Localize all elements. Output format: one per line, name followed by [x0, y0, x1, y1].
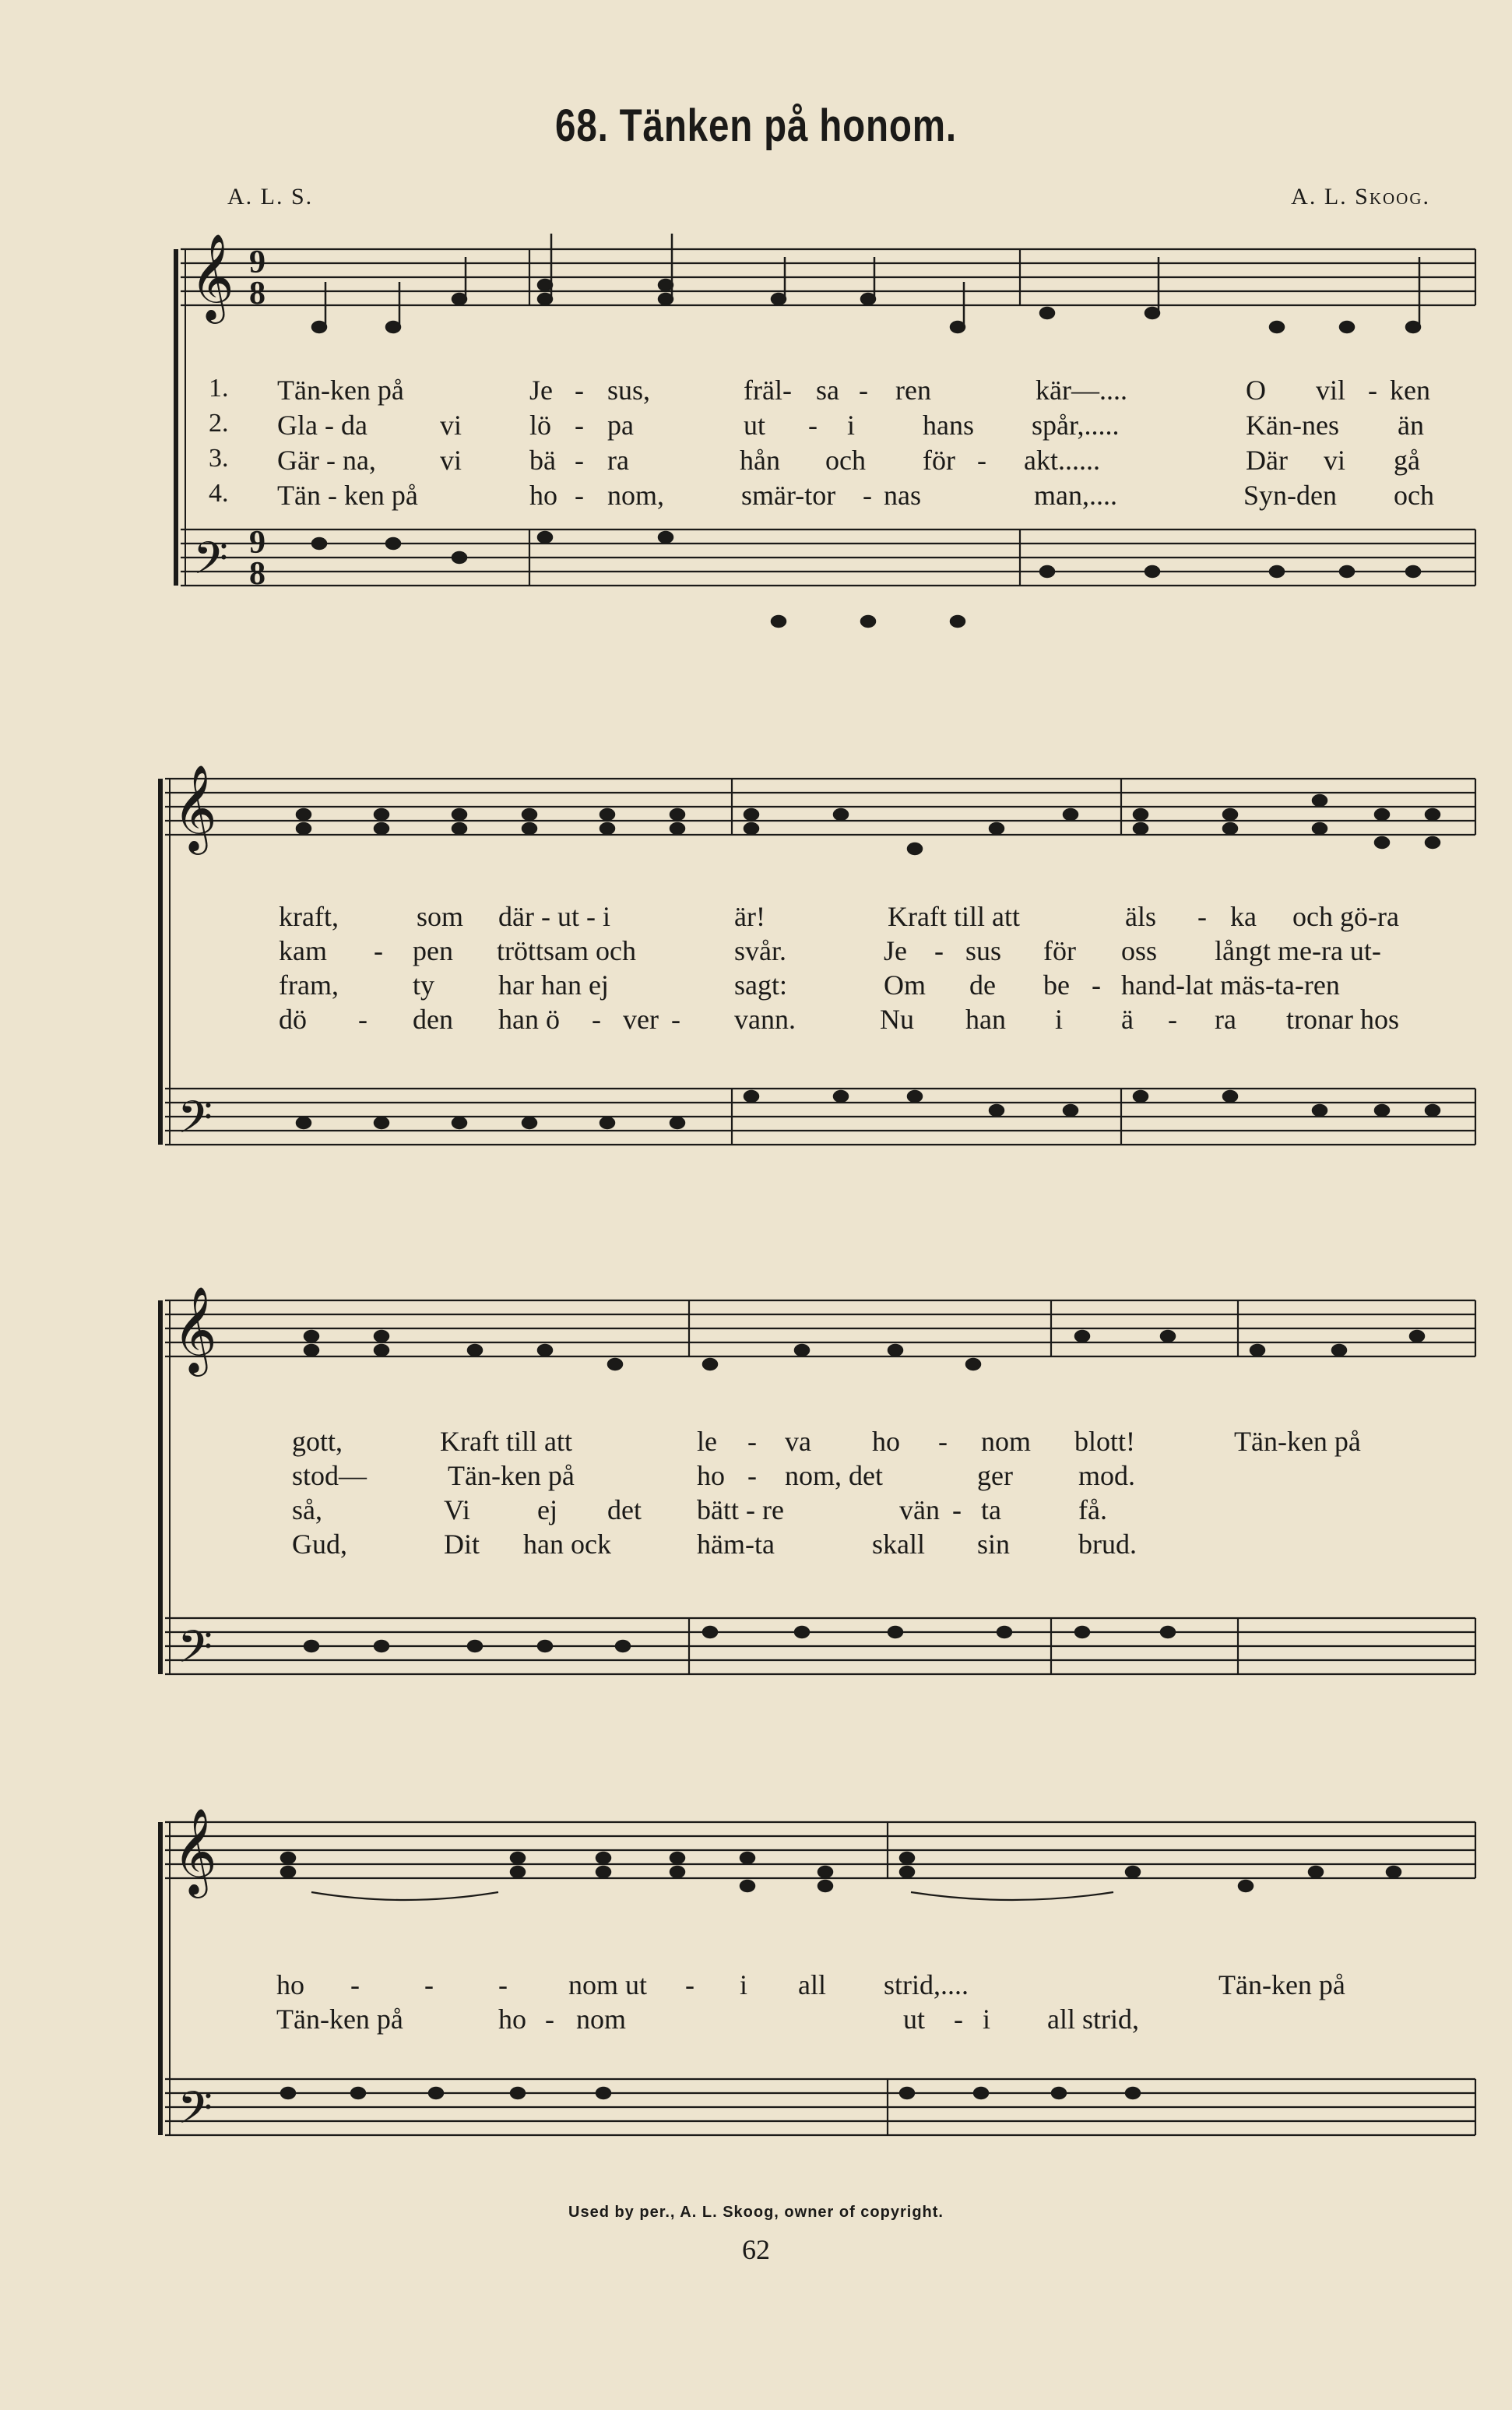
- lyric-syllable: -: [1168, 1004, 1177, 1035]
- lyric-syllable: kraft,: [279, 901, 339, 932]
- lyric-syllable: för: [1043, 935, 1076, 966]
- lyric-syllable: ä: [1121, 1004, 1134, 1035]
- lyric-syllable: han ock: [523, 1529, 611, 1560]
- lyric-syllable: bä: [529, 445, 556, 476]
- lyric-syllable: så,: [292, 1494, 322, 1525]
- lyric-syllable: Tän-ken på: [448, 1460, 575, 1491]
- lyric-syllable: den: [413, 1004, 453, 1035]
- lyric-syllable: bätt - re: [697, 1494, 784, 1525]
- lyric-syllable: ger: [977, 1460, 1013, 1491]
- lyric-syllable: -: [954, 2004, 963, 2035]
- lyric-syllable: Nu: [880, 1004, 914, 1035]
- lyric-syllable: i: [740, 1969, 748, 2000]
- verse-number: 1.: [209, 374, 229, 403]
- lyric-syllable: be: [1043, 969, 1070, 1001]
- lyric-syllable: som: [417, 901, 464, 932]
- lyric-syllable: ken: [1390, 375, 1430, 406]
- lyric-syllable: ho: [498, 2004, 526, 2035]
- lyric-syllable: pen: [413, 935, 453, 966]
- lyric-syllable: all: [798, 1969, 826, 2000]
- lyric-syllable: ho: [276, 1969, 304, 2000]
- lyric-syllable: vann.: [734, 1004, 796, 1035]
- lyric-syllable: äls: [1125, 901, 1156, 932]
- lyric-syllable: sus: [965, 935, 1002, 966]
- verse-number: 4.: [209, 479, 229, 508]
- lyric-syllable: -: [671, 1004, 680, 1035]
- lyric-syllable: kam: [279, 935, 327, 966]
- lyric-syllable: nom: [576, 2004, 627, 2035]
- lyric-syllable: -: [575, 410, 584, 441]
- lyric-syllable: Tän-ken på: [276, 2004, 403, 2035]
- svg-text:𝄢: 𝄢: [178, 1091, 213, 1155]
- lyric-syllable: svår.: [734, 935, 786, 966]
- lyric-syllable: -: [575, 375, 584, 406]
- lyric-syllable: nom ut: [568, 1969, 648, 2000]
- svg-text:9: 9: [249, 525, 265, 561]
- lyric-syllable: och: [825, 445, 866, 476]
- lyric-syllable: -: [498, 1969, 508, 2000]
- lyric-syllable: -: [863, 480, 872, 511]
- lyric-syllable: fräl-: [744, 375, 792, 406]
- lyric-syllable: det: [607, 1494, 642, 1525]
- lyric-syllable: vi: [440, 410, 462, 441]
- lyric-syllable: -: [938, 1426, 948, 1457]
- verse-number: 2.: [209, 409, 229, 438]
- lyric-syllable: lö: [529, 410, 552, 441]
- lyric-syllable: -: [575, 480, 584, 511]
- lyric-syllable: för: [923, 445, 955, 476]
- lyric-syllable: Kän-nes: [1246, 410, 1339, 441]
- page-number: 62: [742, 2234, 770, 2265]
- music-system-3: [0, 1269, 1512, 1705]
- lyric-syllable: -: [1197, 901, 1207, 932]
- svg-text:𝄞: 𝄞: [173, 1807, 217, 1895]
- lyric-syllable: ra: [607, 445, 629, 476]
- lyric-syllable: vi: [440, 445, 462, 476]
- lyric-syllable: ra: [1215, 1004, 1236, 1035]
- lyric-syllable: -: [859, 375, 868, 406]
- lyric-syllable: vi: [1324, 445, 1346, 476]
- lyric-syllable: -: [592, 1004, 601, 1035]
- lyric-syllable: Om: [884, 969, 926, 1001]
- lyric-syllable: de: [969, 969, 996, 1001]
- lyric-syllable: Där: [1246, 445, 1288, 476]
- svg-text:𝄢: 𝄢: [178, 2081, 213, 2145]
- lyric-syllable: ut: [744, 410, 766, 441]
- lyric-syllable: vil: [1316, 375, 1346, 406]
- lyric-syllable: brud.: [1078, 1529, 1137, 1560]
- lyric-syllable: stod—: [292, 1460, 367, 1491]
- lyric-syllable: i: [983, 2004, 991, 2035]
- lyric-syllable: nom: [981, 1426, 1032, 1457]
- lyric-syllable: fram,: [279, 969, 339, 1001]
- lyric-syllable: ver: [623, 1004, 659, 1035]
- lyric-syllable: nom,: [607, 480, 665, 511]
- lyric-syllable: -: [575, 445, 584, 476]
- lyric-syllable: kär—....: [1036, 375, 1127, 406]
- lyric-syllable: smär-tor: [741, 480, 836, 511]
- lyric-syllable: än: [1398, 410, 1424, 441]
- lyric-syllable: sa: [816, 375, 839, 406]
- lyric-syllable: vän: [899, 1494, 940, 1525]
- lyric-syllable: sin: [977, 1529, 1011, 1560]
- lyric-syllable: Syn-den: [1243, 480, 1337, 511]
- svg-text:8: 8: [249, 556, 265, 592]
- hymn-number: 68.: [555, 100, 609, 151]
- lyric-syllable: akt......: [1024, 445, 1100, 476]
- lyric-syllable: gott,: [292, 1426, 343, 1457]
- lyric-syllable: Tän-ken på: [277, 375, 404, 406]
- lyric-syllable: -: [374, 935, 383, 966]
- lyric-syllable: le: [697, 1426, 717, 1457]
- lyric-syllable: och gö-ra: [1292, 901, 1399, 932]
- music-system-1: [0, 234, 1512, 670]
- lyric-syllable: är!: [734, 901, 765, 932]
- lyric-syllable: tronar hos: [1286, 1004, 1399, 1035]
- lyric-syllable: Dit: [444, 1529, 480, 1560]
- lyric-syllable: gå: [1394, 445, 1420, 476]
- lyric-syllable: -: [685, 1969, 694, 2000]
- lyric-syllable: ka: [1230, 901, 1257, 932]
- svg-text:𝄢: 𝄢: [178, 1620, 213, 1684]
- lyricist-credit: A. L. S.: [227, 184, 314, 209]
- lyric-syllable: mod.: [1078, 1460, 1136, 1491]
- lyric-syllable: spår,.....: [1032, 410, 1120, 441]
- lyric-syllable: sus,: [607, 375, 651, 406]
- lyric-syllable: Gär - na,: [277, 445, 376, 476]
- lyric-syllable: Vi: [444, 1494, 470, 1525]
- lyric-syllable: Tän - ken på: [277, 480, 418, 511]
- lyric-syllable: Tän-ken på: [1234, 1426, 1361, 1457]
- hymn-title: [136, 100, 1376, 152]
- lyric-syllable: ty: [413, 969, 435, 1001]
- lyric-syllable: hån: [740, 445, 780, 476]
- lyric-syllable: va: [785, 1426, 811, 1457]
- lyric-syllable: -: [808, 410, 818, 441]
- lyric-syllable: ej: [537, 1494, 557, 1525]
- lyric-syllable: nas: [884, 480, 921, 511]
- lyric-syllable: tröttsam och: [497, 935, 636, 966]
- lyric-syllable: skall: [872, 1529, 925, 1560]
- lyric-syllable: -: [1092, 969, 1101, 1001]
- lyric-syllable: ta: [981, 1494, 1001, 1525]
- lyric-syllable: han: [965, 1004, 1006, 1035]
- lyric-syllable: dö: [279, 1004, 307, 1035]
- lyric-syllable: -: [424, 1969, 434, 2000]
- lyric-syllable: långt me-ra ut-: [1215, 935, 1381, 966]
- lyric-syllable: -: [358, 1004, 367, 1035]
- lyric-syllable: har han ej: [498, 969, 609, 1001]
- lyric-syllable: hand-lat mäs-ta-ren: [1121, 969, 1340, 1001]
- music-system-2: [0, 748, 1512, 1184]
- lyric-syllable: -: [934, 935, 944, 966]
- lyric-syllable: i: [847, 410, 856, 441]
- lyric-syllable: Gud,: [292, 1529, 347, 1560]
- svg-text:𝄞: 𝄞: [173, 764, 217, 851]
- music-system-4: [0, 1791, 1512, 2165]
- svg-text:8: 8: [249, 276, 265, 311]
- lyric-syllable: ho: [697, 1460, 725, 1491]
- lyric-syllable: ho: [529, 480, 557, 511]
- lyric-syllable: Tän-ken på: [1218, 1969, 1345, 2000]
- lyric-syllable: ho: [872, 1426, 900, 1457]
- verse-number: 3.: [209, 444, 229, 473]
- lyric-syllable: Gla - da: [277, 410, 367, 441]
- lyric-syllable: ren: [895, 375, 931, 406]
- composer-credit: A. L. Skoog.: [1291, 184, 1430, 209]
- lyric-syllable: Je: [529, 375, 553, 406]
- lyric-syllable: O: [1246, 375, 1266, 406]
- copyright-notice: Used by per., A. L. Skoog, owner of copyright.: [568, 2204, 944, 2221]
- lyric-syllable: hans: [923, 410, 974, 441]
- lyric-syllable: blott!: [1074, 1426, 1135, 1457]
- lyric-syllable: -: [545, 2004, 554, 2035]
- lyric-syllable: -: [747, 1460, 757, 1491]
- lyric-syllable: Je: [884, 935, 907, 966]
- lyric-syllable: -: [952, 1494, 962, 1525]
- svg-text:𝄢: 𝄢: [193, 532, 229, 596]
- hymn-title-text: Tänken på honom.: [619, 100, 957, 151]
- lyric-syllable: man,....: [1034, 480, 1117, 511]
- lyric-syllable: -: [747, 1426, 757, 1457]
- lyric-syllable: i: [1055, 1004, 1064, 1035]
- lyric-syllable: häm-ta: [697, 1529, 775, 1560]
- lyric-syllable: nom, det: [785, 1460, 883, 1491]
- lyric-syllable: Kraft till att: [440, 1426, 572, 1457]
- lyric-syllable: och: [1394, 480, 1434, 511]
- lyric-syllable: -: [1368, 375, 1377, 406]
- lyric-syllable: han ö: [498, 1004, 560, 1035]
- lyric-syllable: -: [350, 1969, 360, 2000]
- svg-text:𝄞: 𝄞: [190, 234, 234, 320]
- lyric-syllable: få.: [1078, 1494, 1107, 1525]
- lyric-syllable: där - ut - i: [498, 901, 610, 932]
- lyric-syllable: all strid,: [1047, 2004, 1139, 2035]
- svg-text:9: 9: [249, 245, 265, 280]
- lyric-syllable: Kraft till att: [888, 901, 1020, 932]
- lyric-syllable: oss: [1121, 935, 1158, 966]
- lyric-syllable: pa: [607, 410, 634, 441]
- lyric-syllable: -: [977, 445, 986, 476]
- svg-text:𝄞: 𝄞: [173, 1286, 217, 1373]
- lyric-syllable: sagt:: [734, 969, 787, 1001]
- lyric-syllable: strid,....: [884, 1969, 969, 2000]
- lyric-syllable: ut: [903, 2004, 926, 2035]
